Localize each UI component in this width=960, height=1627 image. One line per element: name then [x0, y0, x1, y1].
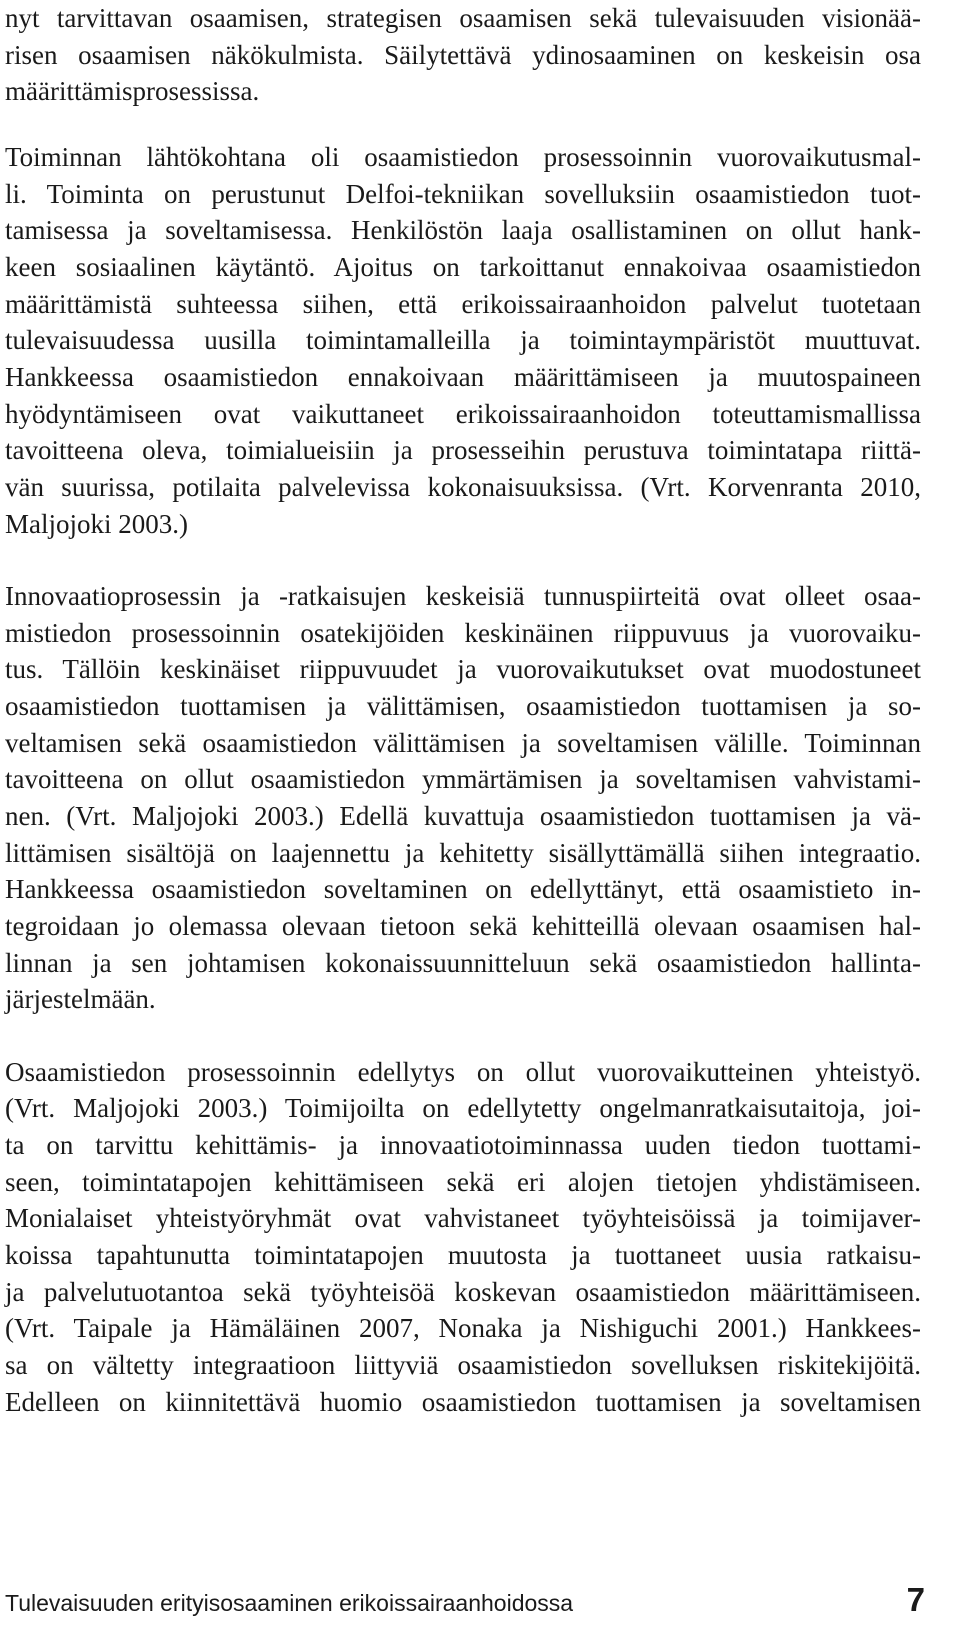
text-line: veltamisen sekä osaamistiedon välittämisen ja soveltamisen välille. Toiminnan — [5, 728, 921, 758]
text-line: Monialaiset yhteistyöryhmät ovat vahvistaneet työyhteisöissä ja toimijaver- — [5, 1203, 921, 1233]
text-line: tavoitteena on ollut osaamistiedon ymmärtämisen ja soveltamisen vahvistami- — [5, 764, 921, 794]
text-line: Maljojoki 2003.) — [5, 509, 188, 539]
text-line: Osaamistiedon prosessoinnin edellytys on ollut vuorovaikutteinen yhteistyö. — [5, 1057, 921, 1087]
text-line: li. Toiminta on perustunut Delfoi-tekniikan sovelluksiin osaamistiedon tuot- — [5, 179, 921, 209]
text-line: vän suurissa, potilaita palvelevissa kokonaisuuksissa. (Vrt. Korvenranta 2010, — [5, 472, 921, 502]
text-line: linnan ja sen johtamisen kokonaissuunnitteluun sekä osaamistiedon hallinta- — [5, 948, 921, 978]
text-line: (Vrt. Taipale ja Hämäläinen 2007, Nonaka ja Nishiguchi 2001.) Hankkees- — [5, 1313, 921, 1343]
text-line: tulevaisuudessa uusilla toimintamalleilla ja toimintaympäristöt muuttuvat. — [5, 325, 921, 355]
text-line: (Vrt. Maljojoki 2003.) Toimijoilta on edellytetty ongelmanratkaisutaitoja, joi- — [5, 1093, 921, 1123]
text-line: sa on vältetty integraatioon liittyviä osaamistiedon sovelluksen riskitekijöitä. — [5, 1350, 921, 1380]
text-line: Hankkeessa osaamistiedon soveltaminen on edellyttänyt, että osaamistieto in- — [5, 874, 921, 904]
text-line: määrittämisprosessissa. — [5, 76, 260, 106]
text-line: Innovaatioprosessin ja -ratkaisujen keskeisiä tunnuspiirteitä ovat olleet osaa- — [5, 581, 921, 611]
text-line: keen sosiaalinen käytäntö. Ajoitus on tarkoittanut ennakoivaa osaamistiedon — [5, 252, 921, 282]
text-line: tus. Tällöin keskinäiset riippuvuudet ja vuorovaikutukset ovat muodostuneet — [5, 654, 921, 684]
text-line: tavoitteena oleva, toimialueisiin ja prosesseihin perustuva toimintatapa riittä- — [5, 435, 921, 465]
text-line: littämisen sisältöjä on laajennettu ja kehitetty sisällyttämällä siihen integraatio. — [5, 838, 921, 868]
text-line: risen osaamisen näkökulmista. Säilytettävä ydinosaaminen on keskeisin osa — [5, 40, 921, 70]
text-line: Toiminnan lähtökohtana oli osaamistiedon prosessoinnin vuorovaikutusmal- — [5, 142, 921, 172]
text-line: koissa tapahtunutta toimintatapojen muutosta ja tuottaneet uusia ratkaisu- — [5, 1240, 921, 1270]
text-line: nyt tarvittavan osaamisen, strategisen osaamisen sekä tulevaisuuden visionää- — [5, 3, 921, 33]
text-line: hyödyntämiseen ovat vaikuttaneet erikoissairaanhoidon toteuttamismallissa — [5, 399, 921, 429]
text-line: ta on tarvittu kehittämis- ja innovaatiotoiminnassa uuden tiedon tuottami- — [5, 1130, 921, 1160]
text-line: tamisessa ja soveltamisessa. Henkilöstön laaja osallistaminen on ollut hank- — [5, 215, 921, 245]
text-line: määrittämistä suhteessa siihen, että erikoissairaanhoidon palvelut tuotetaan — [5, 289, 921, 319]
text-line: mistiedon prosessoinnin osatekijöiden keskinäinen riippuvuus ja vuorovaiku- — [5, 618, 921, 648]
text-line: seen, toimintatapojen kehittämiseen sekä eri alojen tietojen yhdistämiseen. — [5, 1167, 921, 1197]
text-line: Hankkeessa osaamistiedon ennakoivaan määrittämiseen ja muutospaineen — [5, 362, 921, 392]
text-line: osaamistiedon tuottamisen ja välittämisen, osaamistiedon tuottamisen ja so- — [5, 691, 921, 721]
text-line: Edelleen on kiinnitettävä huomio osaamistiedon tuottamisen ja soveltamisen — [5, 1387, 921, 1417]
page-footer — [5, 1583, 925, 1619]
text-line: nen. (Vrt. Maljojoki 2003.) Edellä kuvattuja osaamistiedon tuottamisen ja vä- — [5, 801, 921, 831]
page-number: 7 — [906, 1581, 925, 1618]
text-line: tegroidaan jo olemassa olevaan tietoon sekä kehitteillä olevaan osaamisen hal- — [5, 911, 921, 941]
running-title: Tulevaisuuden erityisosaaminen erikoissairaanhoidossa — [5, 1590, 574, 1616]
text-line: ja palvelutuotantoa sekä työyhteisöä koskevan osaamistiedon määrittämiseen. — [5, 1277, 921, 1307]
text-line: järjestelmään. — [5, 984, 156, 1014]
